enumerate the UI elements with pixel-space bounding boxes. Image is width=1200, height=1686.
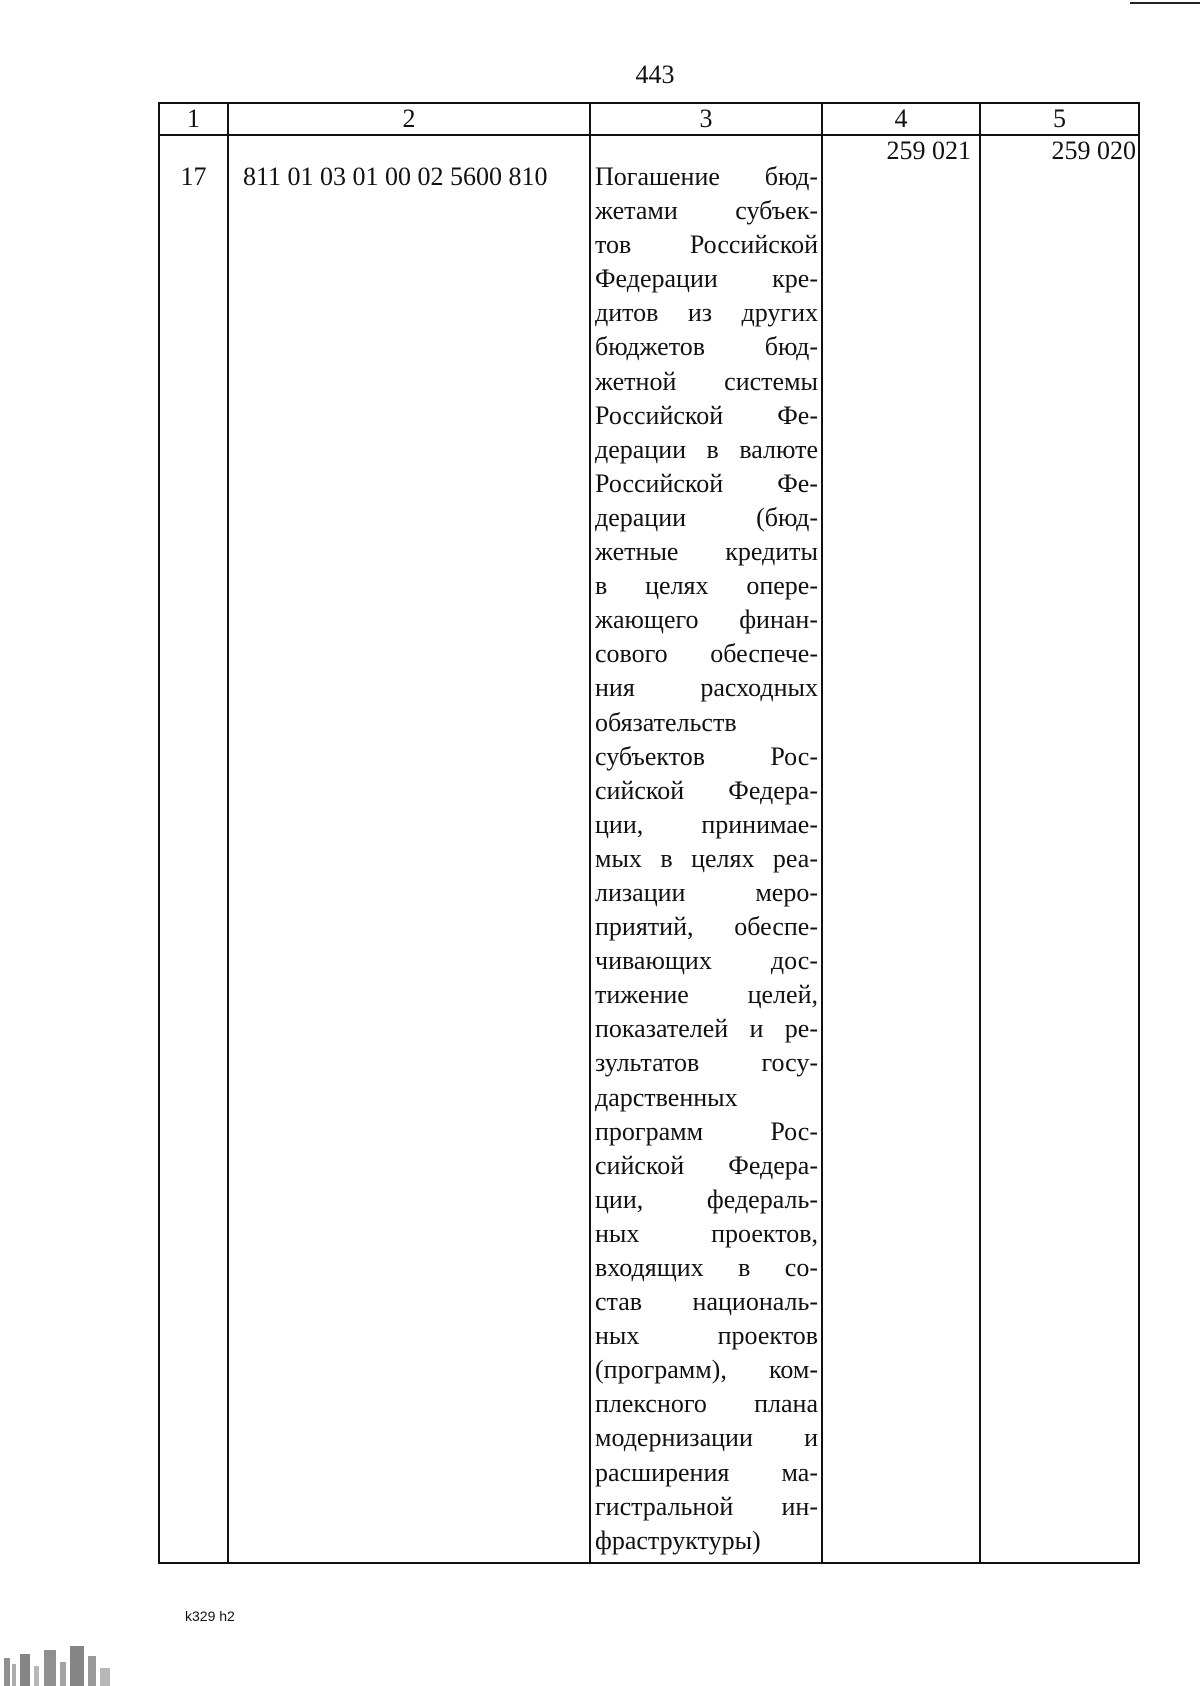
description-line: чивающих дос-: [595, 946, 818, 976]
description-line: плексного плана: [595, 1389, 818, 1419]
description-line: лизации меро-: [595, 877, 818, 907]
description-line: Российской Фе-: [595, 468, 818, 498]
description-line: жетами субъек-: [595, 196, 818, 226]
row-description: [590, 135, 822, 1563]
description-line: жетные кредиты: [595, 537, 818, 567]
budget-table: [158, 102, 1140, 1564]
description-line: гистральной ин-: [595, 1491, 818, 1521]
description-line: бюджетов бюд-: [595, 332, 818, 362]
description-line: дерации в валюте: [595, 434, 818, 464]
amount-column-5: 259 020: [980, 135, 1139, 1563]
description-line: Погашение бюд-: [595, 162, 818, 191]
description-line: Федерации кре-: [595, 264, 818, 294]
column-header-3: 3: [590, 103, 822, 135]
description-line: тижение целей,: [595, 980, 818, 1010]
description-line: жетной системы: [595, 366, 818, 396]
column-header-2: 2: [228, 103, 590, 135]
scan-edge-mark: [1130, 2, 1200, 4]
description-line: показателей и ре-: [595, 1014, 818, 1044]
table-row: [159, 135, 1139, 1563]
description-line: программ Рос-: [595, 1116, 818, 1146]
description-line: жающего финан-: [595, 605, 818, 635]
description-line: Российской Фе-: [595, 400, 818, 430]
description-line: ных проектов: [595, 1321, 818, 1351]
description-line: тов Российской: [595, 230, 818, 260]
page-number: 443: [635, 60, 675, 89]
description-line: мых в целях реа-: [595, 843, 818, 873]
column-header-4: 4: [822, 103, 980, 135]
table-header-row: [159, 103, 1139, 135]
description-line: обязательств: [595, 707, 737, 737]
description-line: ных проектов,: [595, 1218, 818, 1248]
description-line: сийской Федера-: [595, 775, 818, 805]
description-line: дитов из других: [595, 298, 818, 328]
description-line: в целях опере-: [595, 571, 818, 601]
column-header-5: 5: [980, 103, 1139, 135]
description-line: ции, принимае-: [595, 809, 818, 839]
description-line: дерации (бюд-: [595, 502, 818, 532]
description-line: фраструктуры): [595, 1525, 761, 1555]
amount-column-4: 259 021: [822, 135, 980, 1563]
description-line: приятий, обеспе-: [595, 912, 818, 942]
description-line: зультатов госу-: [595, 1048, 818, 1078]
description-line: входящих в со-: [595, 1253, 818, 1282]
description-line: расширения ма-: [595, 1457, 818, 1487]
description-line: ции, федераль-: [595, 1184, 818, 1214]
column-header-1: 1: [159, 103, 228, 135]
description-line: (программ), ком-: [595, 1355, 818, 1385]
row-number: 17: [159, 135, 228, 1563]
budget-classification-code: 811 01 03 01 00 02 5600 810: [228, 135, 590, 1563]
scan-noise-artifact: [0, 1606, 120, 1686]
description-line: став националь-: [595, 1287, 818, 1317]
footer-document-code: k329 h2: [185, 1608, 235, 1624]
description-line: сового обеспече-: [595, 639, 818, 669]
description-line: субъектов Рос-: [595, 741, 818, 771]
description-line: дарственных: [595, 1082, 738, 1112]
description-line: сийской Федера-: [595, 1150, 818, 1180]
description-line: модернизации и: [595, 1423, 818, 1453]
description-line: ния расходных: [595, 673, 818, 703]
